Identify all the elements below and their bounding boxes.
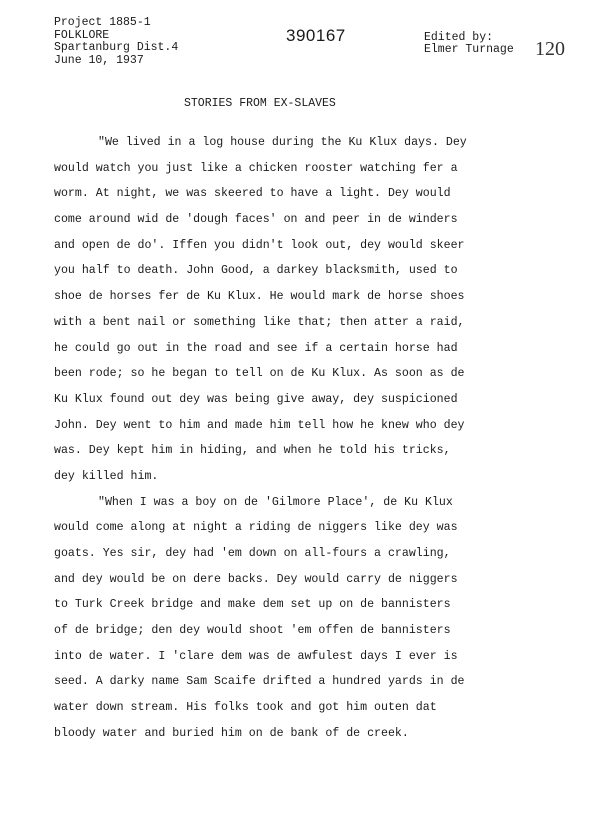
text-line: with a bent nail or something like that; then atter a raid, [54,315,465,329]
text-line: Ku Klux found out dey was being give away, dey suspicioned [54,392,458,406]
text-line: worm. At night, we was skeered to have a light. Dey would [54,187,451,201]
text-line: would come along at night a riding de niggers like dey was [54,521,458,535]
text-line: goats. Yes sir, dey had 'em down on all-fours a crawling, [54,547,451,560]
text-line: into de water. I 'clare dem was de awfulest days I ever is [54,649,458,663]
project-info [54,17,178,67]
text-line: dey killed him. [54,469,159,483]
document-number: 390167 [286,26,346,45]
text-line: seed. A darky name Sam Scaife drifted a hundred yards in de [54,675,465,689]
editor-info [424,32,514,56]
text-line: come around wid de 'dough faces' on and peer in de winders [54,213,458,227]
page-title: STORIES FROM EX-SLAVES [184,97,336,110]
text-line: would watch you just like a chicken rooster watching fer a [54,161,458,175]
story-text [54,130,514,747]
text-line: you half to death. John Good, a darkey blacksmith, used to [54,264,458,278]
page-number: 120 [535,38,565,60]
text-line: "When I was a boy on de 'Gilmore Place', de Ku Klux [98,495,453,509]
edited-by-label: Edited by: [424,31,494,44]
project-line: Project 1885-1 [54,16,151,29]
text-line: water down stream. His folks took and got him outen dat [54,701,437,715]
text-line: to Turk Creek bridge and make dem set up on de bannisters [54,598,451,612]
text-line: was. Dey kept him in hiding, and when he told his tricks, [54,444,451,458]
text-line: been rode; so he began to tell on de Ku Klux. As soon as de [54,367,465,381]
text-line: John. Dey went to him and made him tell how he knew who dey [54,418,465,432]
text-line: of de bridge; den dey would shoot 'em offen de bannisters [54,624,451,638]
text-line: "We lived in a log house during the Ku Klux days. Dey [98,136,467,149]
editor-name: Elmer Turnage [424,43,514,56]
text-line: and open de do'. Iffen you didn't look out, dey would skeer [54,238,465,252]
text-line: bloody water and buried him on de bank of de creek. [54,726,409,740]
district-line: Spartanburg Dist.4 [54,41,179,54]
text-line: shoe de horses fer de Ku Klux. He would mark de horse shoes [54,290,465,304]
text-line: and dey would be on dere backs. Dey would carry de niggers [54,572,458,586]
date-line: June 10, 1937 [54,53,144,67]
text-line: he could go out in the road and see if a certain horse had [54,341,458,355]
folklore-line: FOLKLORE [54,28,110,42]
